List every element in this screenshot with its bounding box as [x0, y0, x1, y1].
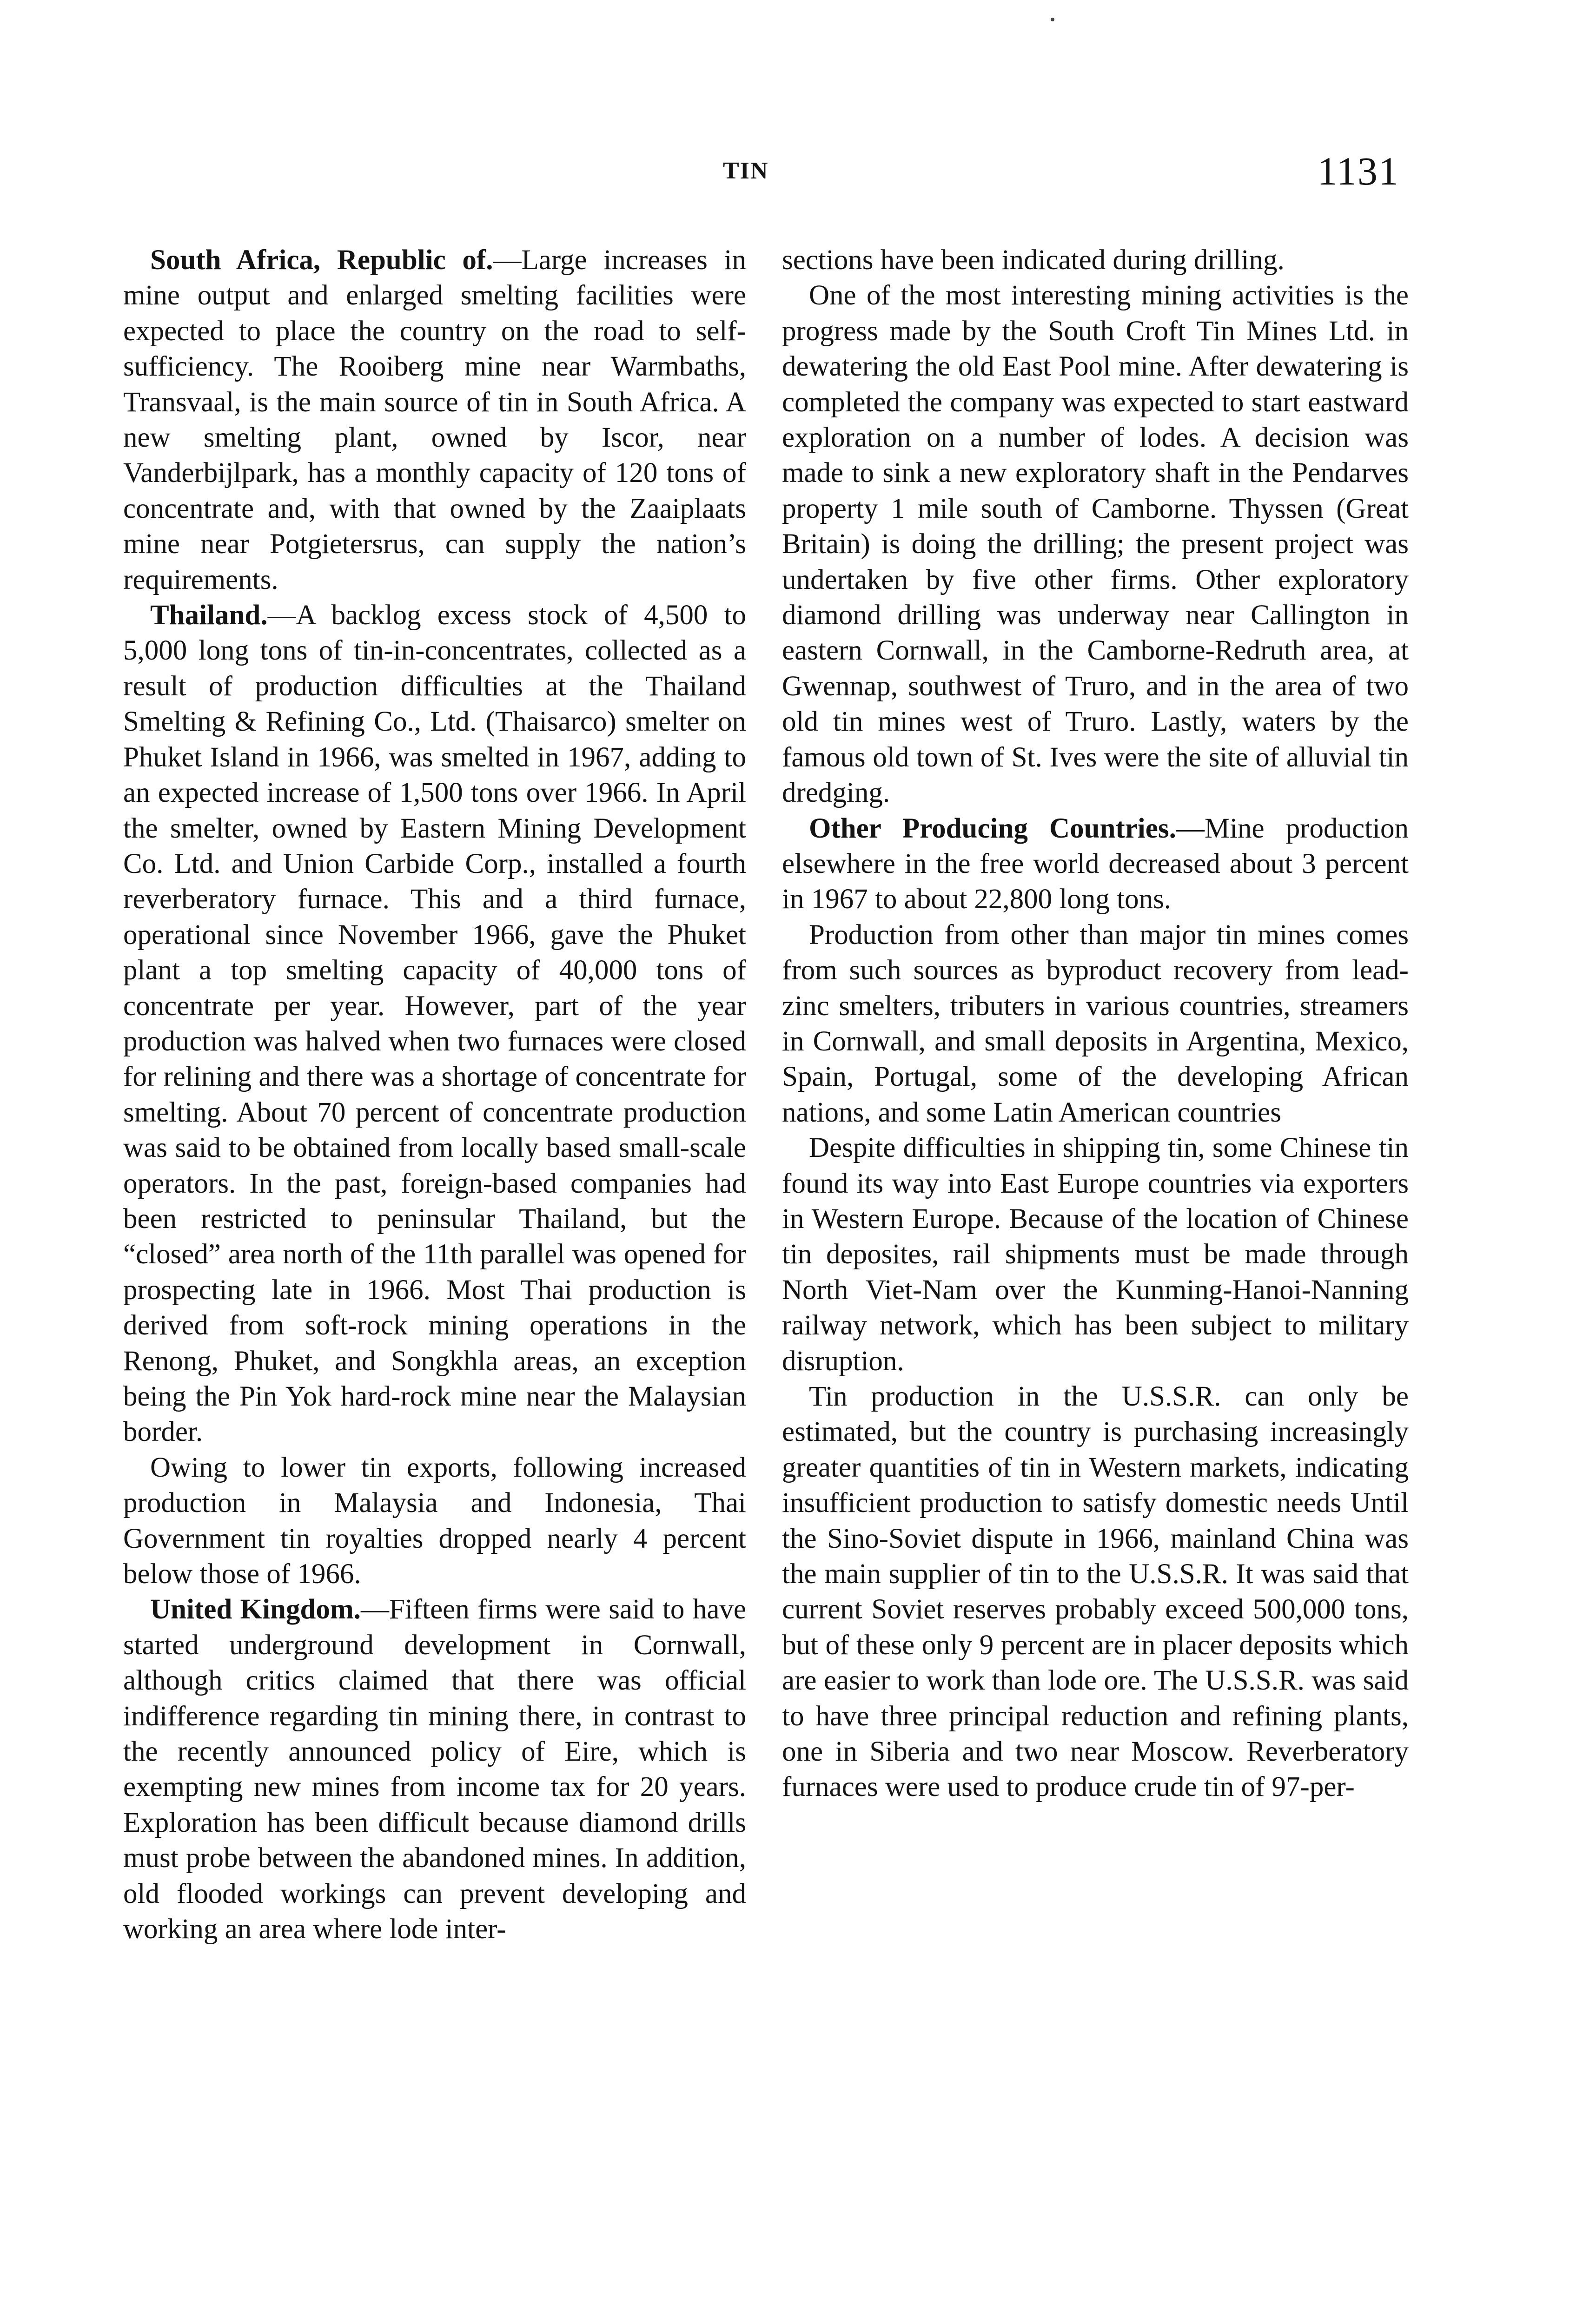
paragraph-text: —Large increases in mine output and enlarged smelting facilities were expected to place the country on the road to self-sufficiency. The Rooiberg mine near Warmbaths, Transvaal, is the main source of tin in South Africa. A new smelting plant, owned by Iscor, near Vanderbijlpark, has a monthly capacity of 120 tons of concentrate and, with that owned by the Zaaiplaats mine near Potgietersrus, can supply the nation’s requirements. — [123, 244, 746, 595]
paragraph-text: —A backlog excess stock of 4,500 to 5,000 long tons of tin-in-concentrates, collected as a result of production difficulties at the Thailand Smelting & Refining Co., Ltd. (Thaisarco) smelter on Phuket Island in 1966, was smelted in 1967, adding to an expected increase of 1,500 tons over 1966. In April the smelter, owned by Eastern Mining Development Co. Ltd. and Union Carbide Corp., installed a fourth reverberatory furnace. This and a third furnace, operational since November 1966, gave the Phuket plant a top smelting capacity of 40,000 tons of concentrate per year. However, part of the year production was halved when two furnaces were closed for relining and there was a shortage of concentrate for smelting. About 70 percent of concentrate production was said to be obtained from locally based small-scale operators. In the past, foreign-based companies had been restricted to peninsular Thailand, but the “closed” area north of the 11th parallel was opened for prospecting late in 1966. Most Thai production is derived from soft-rock mining operations in the Renong, Phuket, and Songkhla areas, an exception being the Pin Yok hard-rock mine near the Malaysian border. — [123, 600, 746, 1448]
paragraph-ussr: Tin production in the U.S.S.R. can only be estimated, but the country is purchasing increasingly greater quantities of tin in Western markets, indicating insufficient production to satisfy domestic needs Until the Sino-Soviet dispute in 1966, mainland China was the main supplier of tin to the U.S.S.R. It was said that current Soviet reserves probably exceed 500,000 tons, but of these only 9 percent are in placer deposits which are easier to work than lode ore. The U.S.S.R. was said to have three principal reduction and refining plants, one in Siberia and two near Moscow. Reverberatory furnaces were used to produce crude tin of 97-per- — [782, 1381, 1409, 1803]
right-column — [782, 243, 1409, 1805]
left-column — [123, 243, 746, 1948]
paragraph-minor-sources: Production from other than major tin mines comes from such sources as byproduct recovery from lead-zinc smelters, tributers in various countries, streamers in Cornwall, and small deposits in Argentina, Mexico, Spain, Portugal, some of the developing African nations, and some Latin American countries — [782, 919, 1409, 1128]
paragraph-uk-continued: sections have been indicated during drilling. — [782, 244, 1285, 276]
paragraph-text: —Mine production elsewhere in the free world decreased about 3 percent in 1967 to about 22,800 long tons. — [782, 812, 1409, 915]
paragraph-south-crofty: One of the most interesting mining activities is the progress made by the South Croft Tin Mines Ltd. in dewatering the old East Pool mine. After dewatering is completed the company was expected to start eastward exploration on a number of lodes. A decision was made to sink a new exploratory shaft in the Pendarves property 1 mile south of Camborne. Thyssen (Great Britain) is doing the drilling; the present project was undertaken by five other firms. Other exploratory diamond drilling was underway near Callington in eastern Cornwall, in the Camborne-Redruth area, at Gwennap, southwest of Truro, and in the area of two old tin mines west of Truro. Lastly, waters by the famous old town of St. Ives were the site of alluvial tin dredging. — [782, 280, 1409, 809]
section-heading-united-kingdom: United Kingdom. — [150, 1594, 361, 1625]
paragraph-united-kingdom — [123, 1592, 746, 1947]
print-speck — [1051, 18, 1054, 21]
paragraph-other-countries — [782, 811, 1409, 918]
section-heading-other-countries: Other Producing Countries. — [809, 812, 1176, 844]
section-heading-south-africa: South Africa, Republic of. — [150, 244, 493, 276]
paragraph-thailand-royalties: Owing to lower tin exports, following increased production in Malaysia and Indonesia, Thai Government tin royalties dropped nearly 4 percent below those of 1966. — [123, 1452, 746, 1590]
paragraph-text: —Fifteen firms were said to have started underground development in Cornwall, although critics claimed that there was official indifference regarding tin mining there, in contrast to the recently announced policy of Eire, which is exempting new mines from income tax for 20 years. Exploration has been difficult because diamond drills must probe between the abandoned mines. In addition, old flooded workings can prevent developing and working an area where lode inter- — [123, 1594, 746, 1945]
running-title: TIN — [723, 158, 769, 184]
page-number: 1131 — [1317, 149, 1399, 193]
paragraph-chinese-tin: Despite difficulties in shipping tin, some Chinese tin found its way into East Europe countries via exporters in Western Europe. Because of the location of Chinese tin deposites, rail shipments must be made through North Viet-Nam over the Kunming-Hanoi-Nanning railway network, which has been subject to military disruption. — [782, 1132, 1409, 1377]
paragraph-south-africa — [123, 243, 746, 598]
section-heading-thailand: Thailand. — [150, 600, 268, 631]
paragraph-thailand — [123, 598, 746, 1450]
